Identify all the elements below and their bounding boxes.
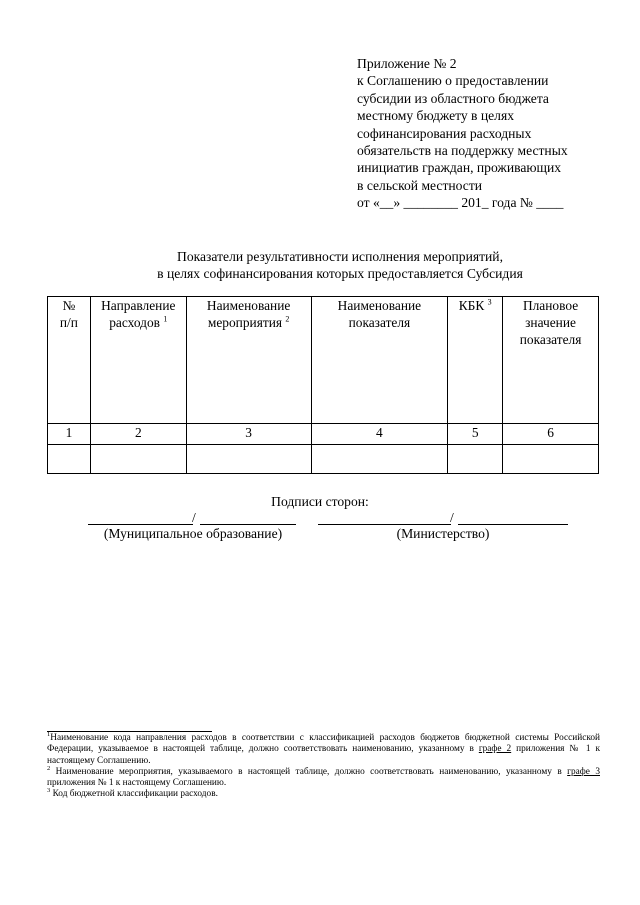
annex-header xyxy=(357,55,617,212)
empty-cell[interactable] xyxy=(503,445,599,474)
header-label: КБК $^3$ xyxy=(458,297,492,313)
indicators-table xyxy=(47,296,599,474)
header-label: Наименование мероприятия $^2$ xyxy=(206,298,291,330)
annex-line: субсидии из областного бюджета xyxy=(357,90,549,106)
signature-slash: / xyxy=(450,510,454,525)
header-cell-kbk xyxy=(448,297,503,424)
column-number: 2 xyxy=(90,424,186,445)
header-label: № п/п xyxy=(59,298,78,330)
footnote-separator xyxy=(47,731,212,732)
table-title xyxy=(40,248,640,282)
annex-line: местному бюджету в целях xyxy=(357,108,515,124)
column-number: 1 xyxy=(48,424,91,445)
empty-data-row xyxy=(48,445,599,474)
header-cell-indicator xyxy=(311,297,448,424)
signature-line[interactable] xyxy=(88,508,298,526)
annex-line: обязательств на поддержку местных xyxy=(357,143,568,159)
signature-line-right xyxy=(200,524,296,525)
column-number-row xyxy=(48,424,599,445)
empty-cell[interactable] xyxy=(186,445,311,474)
footnote-1: $^1$Наименование кода направления расходов в соответствии с классификацией расходов бюджетов бюджетной системы Российской Федерации, указываемое в настоящей таблице, должно соответствовать наименованию, указанному в графе 2 приложения № 1 к настоящему Соглашению. xyxy=(47,730,601,766)
signature-line-left xyxy=(318,524,451,525)
signature-line-left xyxy=(88,524,193,525)
column-number: 6 xyxy=(503,424,599,445)
header-cell-event xyxy=(186,297,311,424)
header-label: Наименование показателя xyxy=(337,298,422,330)
table-title-line-2: в целях софинансирования которых предоставляется Субсидия xyxy=(157,266,523,281)
footnote-mark: 3 xyxy=(487,297,492,307)
footnote-3: $^3$ Код бюджетной классификации расходов. xyxy=(47,787,218,800)
table-header-row xyxy=(48,297,599,424)
empty-cell[interactable] xyxy=(90,445,186,474)
column-number: 4 xyxy=(311,424,448,445)
signature-slash: / xyxy=(192,510,196,525)
header-cell-number xyxy=(48,297,91,424)
signatures-title: Подписи сторон: xyxy=(271,494,369,509)
empty-cell[interactable] xyxy=(448,445,503,474)
annex-line: в сельской местности xyxy=(357,177,483,193)
annex-line: к Соглашению о предоставлении xyxy=(357,73,549,89)
empty-cell[interactable] xyxy=(48,445,91,474)
footnote-mark: 1 xyxy=(163,314,168,324)
signature-caption-municipality: (Муниципальное образование) xyxy=(103,526,283,541)
annex-date-line: от «__» ________ 201_ года № ____ xyxy=(357,195,564,211)
annex-line: софинансирования расходных xyxy=(357,125,532,141)
header-label: Направление расходов $^1$ xyxy=(101,298,176,330)
annex-line: Приложение № 2 xyxy=(357,56,457,71)
annex-line: инициатив граждан, проживающих xyxy=(357,160,562,176)
signature-line-right xyxy=(458,524,568,525)
header-label: Плановое значение показателя xyxy=(519,298,582,347)
signature-ministry xyxy=(318,508,568,542)
footnote-2: $^2$ Наименование мероприятия, указываемого в настоящей таблице, должно соответствовать наименованию, указанному в графе 3 приложения № 1 к настоящему Соглашению. xyxy=(47,764,600,789)
column-number: 3 xyxy=(186,424,311,445)
header-cell-planned-value xyxy=(503,297,599,424)
empty-cell[interactable] xyxy=(311,445,448,474)
signature-municipality xyxy=(88,508,298,542)
column-number: 5 xyxy=(448,424,503,445)
signature-line[interactable] xyxy=(318,508,568,526)
signature-caption-ministry: (Министерство) xyxy=(396,526,490,541)
footnote-mark: 2 xyxy=(285,314,290,324)
footnotes xyxy=(47,730,601,801)
table-title-line-1: Показатели результативности исполнения мероприятий, xyxy=(177,249,503,264)
header-cell-direction xyxy=(90,297,186,424)
